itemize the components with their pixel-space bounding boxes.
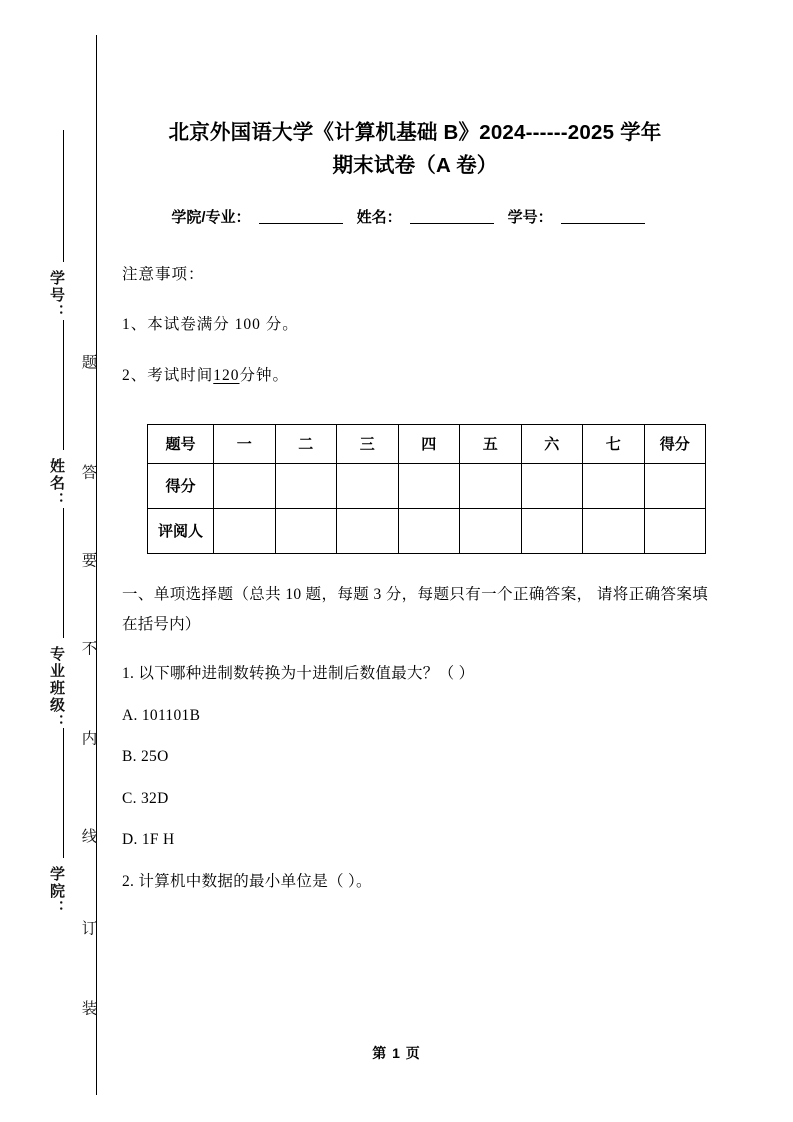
page-title — [122, 0, 708, 182]
exam-duration-value: 120 — [213, 367, 240, 385]
binding-rule-segment-3 — [63, 508, 64, 638]
question-1-option-b[interactable]: B. 25O — [122, 748, 169, 766]
note-item-2 — [122, 368, 708, 384]
grader-cell-5[interactable] — [460, 508, 522, 553]
score-cell-5[interactable] — [460, 463, 522, 508]
student-info-row — [122, 206, 708, 227]
score-table-header-0: 题号 — [148, 424, 214, 463]
binding-label-student-id: 学号： — [48, 270, 65, 321]
exam-content — [122, 0, 708, 889]
name-field[interactable] — [410, 223, 494, 224]
binding-char-ding: 订 — [79, 920, 97, 938]
grader-cell-6[interactable] — [521, 508, 583, 553]
binding-char-zhuang: 装 — [79, 1000, 97, 1018]
binding-rule-segment-1 — [63, 130, 64, 262]
question-1-option-c[interactable]: C. 32D — [122, 789, 169, 807]
score-table-header-2: 二 — [275, 424, 337, 463]
note-2-suffix: 分钟。 — [239, 367, 290, 385]
question-1-option-a[interactable]: A. 101101B — [122, 706, 201, 724]
college-major-label: 学院/专业： — [171, 209, 251, 227]
table-row-header — [148, 424, 706, 463]
binding-rule-segment-2 — [63, 320, 64, 450]
binding-margin — [0, 0, 110, 1122]
college-major-field[interactable] — [259, 223, 343, 224]
grader-row-label: 评阅人 — [148, 508, 214, 553]
student-id-label: 学号： — [507, 209, 553, 227]
binding-char-yao: 要 — [79, 552, 97, 570]
grader-cell-1[interactable] — [214, 508, 276, 553]
binding-char-da: 答 — [79, 464, 97, 482]
score-cell-1[interactable] — [214, 463, 276, 508]
score-cell-2[interactable] — [275, 463, 337, 508]
score-cell-4[interactable] — [398, 463, 460, 508]
note-2-prefix: 2、考试时间 — [122, 367, 214, 385]
section-heading-multiple-choice — [122, 580, 708, 640]
grader-cell-3[interactable] — [337, 508, 399, 553]
binding-label-class: 专业班级： — [48, 646, 65, 731]
note-item-1: 1、本试卷满分 100 分。 — [122, 315, 299, 333]
section-heading-line-1: 一、单项选择题（总共 10 题，每题 3 分，每题只有一个正确答案， — [122, 585, 593, 603]
page-footer: 第 1 页 — [372, 1045, 421, 1061]
exam-title-line-1: 北京外国语大学《计算机基础 B》2024------2025 学年 — [168, 121, 662, 144]
score-table-header-8: 得分 — [644, 424, 706, 463]
binding-rule-segment-4 — [63, 728, 64, 858]
score-cell-3[interactable] — [337, 463, 399, 508]
binding-char-nei: 内 — [79, 730, 97, 748]
score-cell-total[interactable] — [644, 463, 706, 508]
binding-char-bu: 不 — [79, 640, 97, 658]
notes-heading: 注意事项： — [122, 266, 205, 284]
question-1-text: 1. 以下哪种进制数转换为十进制后数值最大？（ ） — [122, 665, 475, 683]
binding-label-name: 姓名： — [48, 458, 65, 509]
score-table-header-1: 一 — [214, 424, 276, 463]
name-label: 姓名： — [356, 209, 402, 227]
score-table — [147, 424, 706, 554]
binding-label-college: 学院： — [48, 866, 65, 917]
exam-title-line-2: 期末试卷（A 卷） — [332, 154, 498, 178]
grader-cell-total[interactable] — [644, 508, 706, 553]
grader-cell-7[interactable] — [583, 508, 645, 553]
score-table-header-4: 四 — [398, 424, 460, 463]
score-table-header-7: 七 — [583, 424, 645, 463]
score-table-header-6: 六 — [521, 424, 583, 463]
score-table-header-5: 五 — [460, 424, 522, 463]
grader-cell-2[interactable] — [275, 508, 337, 553]
question-2-text: 2. 计算机中数据的最小单位是（ ）。 — [122, 872, 372, 890]
grader-cell-4[interactable] — [398, 508, 460, 553]
binding-char-xian: 线 — [79, 828, 97, 846]
table-row-grader — [148, 508, 706, 553]
table-row-score — [148, 463, 706, 508]
binding-char-ti: 题 — [79, 354, 97, 372]
score-cell-6[interactable] — [521, 463, 583, 508]
section-heading-line-2: 请将正确答案填在括号内） — [122, 585, 709, 634]
score-row-label: 得分 — [148, 463, 214, 508]
question-1-option-d[interactable]: D. 1F H — [122, 831, 175, 849]
score-table-header-3: 三 — [337, 424, 399, 463]
student-id-field[interactable] — [561, 223, 645, 224]
score-cell-7[interactable] — [583, 463, 645, 508]
